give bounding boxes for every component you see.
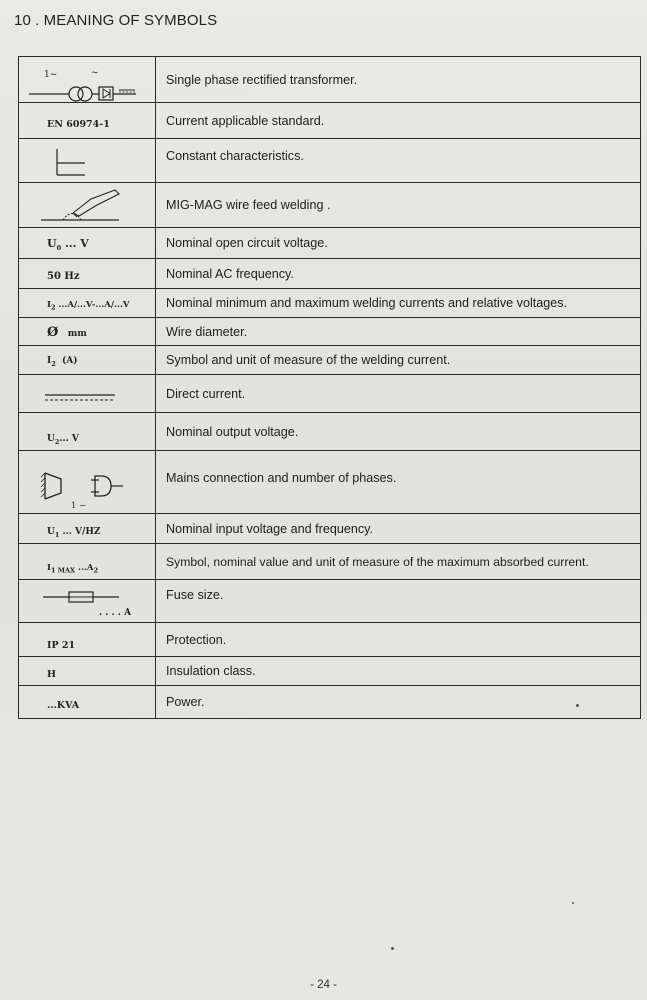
insulation-class-symbol: H [47, 669, 56, 680]
mains-plug-icon [19, 451, 155, 514]
table-row [19, 103, 641, 139]
input-voltage-symbol: $U_1$ ... V/HZ [47, 527, 101, 539]
meaning-cell: Nominal open circuit voltage. [156, 228, 641, 259]
meaning-cell: Constant characteristics. [156, 139, 641, 183]
symbol-cell [19, 375, 156, 413]
meaning-cell: Power. [156, 686, 641, 719]
symbol-cell [19, 580, 156, 623]
symbol-cell [19, 686, 156, 719]
meaning-cell: Wire diameter. [156, 318, 641, 346]
table-row [19, 318, 641, 346]
wire-diameter-symbol: Ø mm [47, 325, 87, 340]
meaning-cell: MIG-MAG wire feed welding . [156, 183, 641, 228]
symbol-cell [19, 346, 156, 375]
table-row [19, 139, 641, 183]
meaning-cell: Nominal AC frequency. [156, 259, 641, 289]
meaning-cell: Nominal minimum and maximum welding currents and relative voltages. [156, 289, 641, 318]
symbol-cell [19, 623, 156, 657]
meaning-cell: Symbol, nominal value and unit of measure of the maximum absorbed current. [156, 544, 641, 580]
fuse-icon [19, 580, 155, 623]
symbol-cell [19, 413, 156, 451]
symbol-cell [19, 57, 156, 103]
table-row [19, 580, 641, 623]
meaning-cell: Nominal output voltage. [156, 413, 641, 451]
welding-current-symbol: $I_2$ (A) [47, 356, 78, 368]
fuse-size-label: . . . . A [99, 608, 132, 618]
table-row [19, 623, 641, 657]
symbol-cell [19, 451, 156, 514]
table-row [19, 183, 641, 228]
table-row [19, 289, 641, 318]
frequency-symbol: 50 Hz [47, 271, 80, 282]
table-row [19, 686, 641, 719]
welding-current-range-symbol: $I_2$ ...A/...V-...A/...V [47, 300, 130, 312]
table-row [19, 57, 641, 103]
meaning-cell: Insulation class. [156, 657, 641, 686]
section-heading: 10 . MEANING OF SYMBOLS [14, 12, 218, 29]
phase-count-label: 1 ~ [71, 501, 87, 511]
symbol-cell [19, 514, 156, 544]
symbol-cell [19, 183, 156, 228]
output-voltage-symbol: $U_2$... V [47, 434, 79, 446]
table-row [19, 228, 641, 259]
meaning-cell: Mains connection and number of phases. [156, 451, 641, 514]
symbol-cell [19, 657, 156, 686]
meaning-cell: Direct current. [156, 375, 641, 413]
table-row [19, 413, 641, 451]
symbol-cell [19, 544, 156, 580]
open-circuit-voltage-symbol: $U_0$ ... V [47, 236, 89, 252]
svg-text:~: ~ [91, 68, 99, 78]
table-row [19, 375, 641, 413]
symbol-cell [19, 228, 156, 259]
page-number: - 24 - [310, 979, 337, 991]
table-row [19, 451, 641, 514]
table-row [19, 346, 641, 375]
svg-text:1~: 1~ [44, 70, 58, 80]
meaning-cell: Symbol and unit of measure of the welding current. [156, 346, 641, 375]
symbol-cell [19, 103, 156, 139]
table-row [19, 544, 641, 580]
standard-symbol: EN 60974-1 [47, 119, 110, 130]
meaning-cell: Nominal input voltage and frequency. [156, 514, 641, 544]
mig-mag-torch-icon [19, 183, 155, 228]
max-absorbed-current-symbol: $I_{1 MAX}$ $...A_2$ [47, 563, 99, 575]
symbols-table [18, 56, 641, 719]
meaning-cell: Current applicable standard. [156, 103, 641, 139]
constant-characteristic-icon [19, 139, 155, 183]
symbol-cell [19, 259, 156, 289]
symbol-cell [19, 318, 156, 346]
symbol-cell [19, 289, 156, 318]
protection-symbol: IP 21 [47, 640, 76, 651]
meaning-cell: Protection. [156, 623, 641, 657]
meaning-cell: Fuse size. [156, 580, 641, 623]
meaning-cell: Single phase rectified transformer. [156, 57, 641, 103]
table-row [19, 514, 641, 544]
transformer-rectifier-icon [19, 57, 155, 103]
symbol-cell [19, 139, 156, 183]
table-row [19, 259, 641, 289]
paper-speck [391, 947, 394, 950]
paper-speck [572, 902, 574, 904]
power-symbol: ...KVA [47, 700, 80, 711]
table-row [19, 657, 641, 686]
paper-speck [576, 704, 579, 707]
direct-current-icon [19, 375, 155, 413]
